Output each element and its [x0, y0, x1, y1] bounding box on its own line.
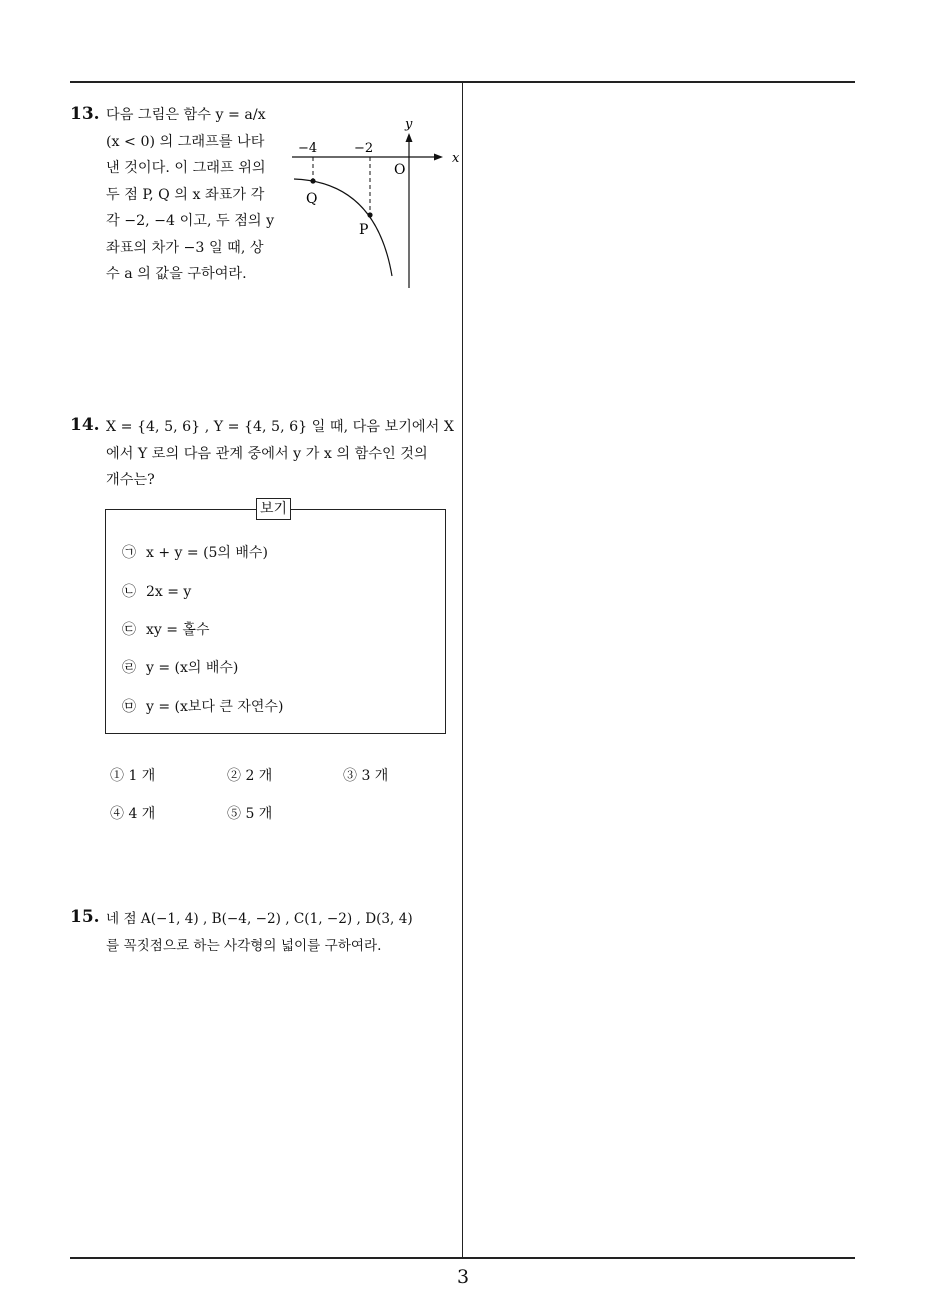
question-15-number: 15. [70, 907, 100, 927]
graph-p-label: P [359, 222, 369, 238]
bogi-item-2 [122, 581, 191, 601]
graph-point-p [367, 212, 372, 217]
bogi-item-4-text: y = (x의 배수) [146, 660, 239, 676]
q13-line-5: 각 −2, −4 이고, 두 점의 y [106, 213, 275, 229]
bogi-item-1-text: x + y = (5의 배수) [146, 545, 268, 561]
choice-1[interactable]: ① 1 개 [110, 768, 156, 784]
q14-line-1: X = {4, 5, 6} , Y = {4, 5, 6} 일 때, 다음 보기에서 X [106, 419, 454, 435]
choice-2[interactable]: ② 2 개 [227, 768, 273, 784]
q14-line-3: 개수는? [106, 472, 155, 488]
bogi-item-1 [122, 542, 268, 562]
question-14-text [106, 414, 458, 494]
graph-y-arrow [406, 133, 413, 142]
q14-line-2: 에서 Y 로의 다음 관계 중에서 y 가 x 의 함수인 것의 [106, 445, 428, 462]
graph-x-arrow [434, 154, 443, 161]
graph-x-label: x [452, 151, 460, 166]
bogi-item-3-text: xy = 홀수 [146, 622, 210, 638]
graph-y-label: y [405, 117, 413, 132]
bottom-rule [70, 1257, 855, 1259]
page-number: 3 [456, 1266, 470, 1288]
q15-line-1: 네 점 A(−1, 4) , B(−4, −2) , C(1, −2) , D(3, 4) [106, 911, 413, 927]
bogi-item-5-text: y = (x보다 큰 자연수) [146, 699, 284, 715]
q15-line-2: 를 꼭짓점으로 하는 사각형의 넓이를 구하여라. [106, 937, 382, 954]
bogi-item-5 [122, 696, 283, 716]
choice-5[interactable]: ⑤ 5 개 [227, 806, 273, 822]
question-14-number: 14. [70, 415, 100, 435]
question-15-text [106, 906, 458, 959]
choice-4[interactable]: ④ 4 개 [110, 806, 156, 822]
graph-q-label: Q [306, 191, 318, 207]
bogi-item-2-text: 2x = y [146, 584, 192, 600]
graph-origin-label: O [394, 162, 406, 178]
choice-3[interactable]: ③ 3 개 [343, 768, 389, 784]
q13-graph [288, 112, 460, 292]
bogi-item-2-marker: ㉡ [122, 584, 136, 600]
bogi-item-4-marker: ㉣ [122, 660, 136, 676]
bogi-item-4 [122, 657, 238, 677]
bogi-item-3 [122, 619, 209, 639]
q13-line-7: 수 a 의 값을 구하여라. [106, 266, 247, 282]
bogi-title: 보기 [256, 498, 291, 520]
graph-tick-minus4: −4 [298, 141, 318, 156]
q13-line-3: 낸 것이다. 이 그래프 위의 [106, 160, 266, 176]
bogi-item-3-marker: ㉢ [122, 622, 136, 638]
column-divider [462, 82, 463, 1258]
graph-point-q [310, 178, 315, 183]
graph-tick-minus2: −2 [354, 141, 374, 156]
q13-line-2: (x < 0) 의 그래프를 나타 [106, 133, 265, 150]
bogi-item-1-marker: ㉠ [122, 545, 136, 561]
q13-line-4: 두 점 P, Q 의 x 좌표가 각 [106, 186, 265, 203]
question-13-text [106, 102, 281, 288]
question-13-number: 13. [70, 104, 100, 124]
q13-line-1: 다음 그림은 함수 y = a/x [106, 107, 266, 123]
q13-line-6: 좌표의 차가 −3 일 때, 상 [106, 239, 264, 256]
bogi-item-5-marker: ㉤ [122, 699, 136, 715]
